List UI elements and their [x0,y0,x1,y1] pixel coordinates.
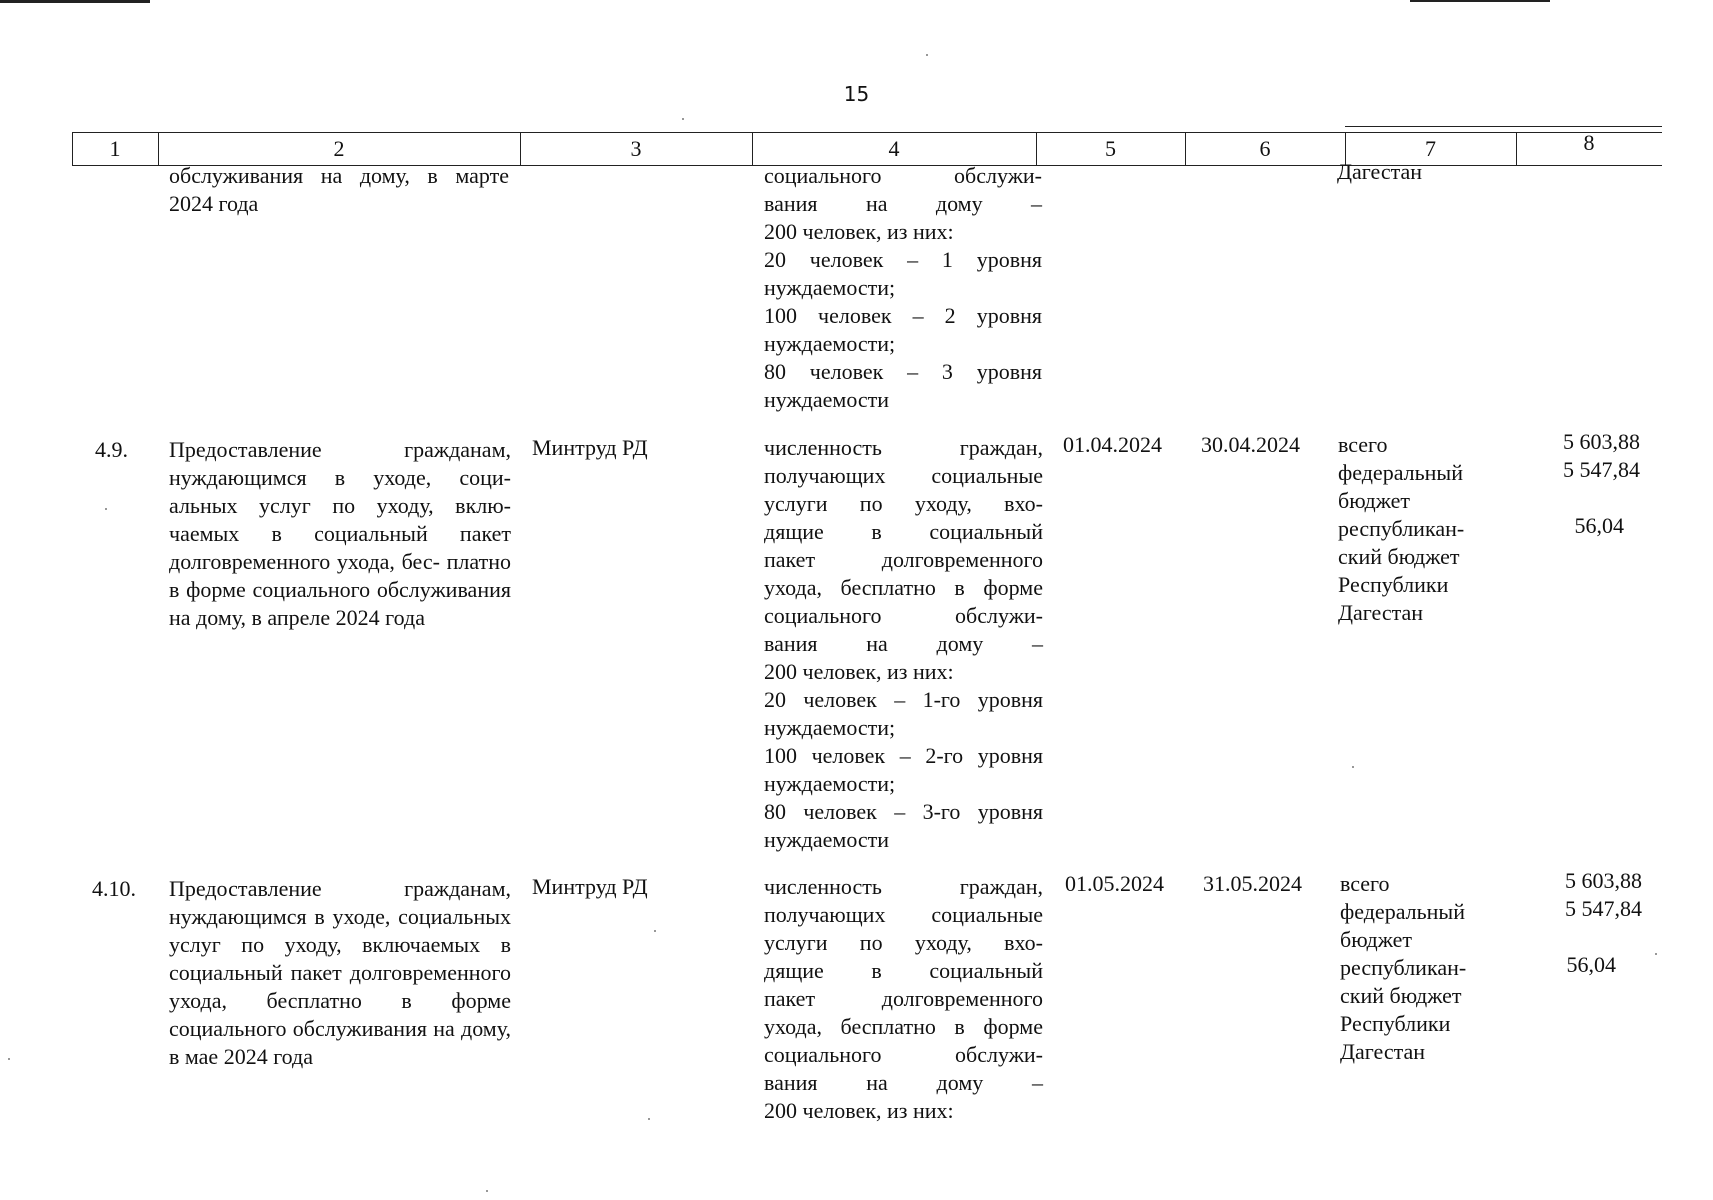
scan-speck [654,930,656,932]
indicator-line: 200 человек, из них: [764,219,954,244]
column-header: 8 [1583,130,1595,155]
row-indicator [764,873,1043,1125]
indicator-line: 20 человек – 1 уровня [764,247,1042,272]
indicator-line: нуждаемости; [764,275,896,300]
funding-source-line: республикан- [1338,516,1465,541]
indicator-line: получающих социальные [764,902,1043,927]
funding-source-line: федеральный [1340,899,1465,924]
scan-speck [926,54,928,56]
continuation-description: обслуживания на дому, в марте 2024 года [169,163,509,216]
indicator-line: услуги по уходу, вхо- [764,491,1043,516]
indicator-line: ухода, бесплатно в форме [764,1014,1043,1039]
indicator-line: ухода, бесплатно в форме [764,575,1043,600]
amount-value [1502,923,1642,951]
indicator-line: 80 человек – 3-го уровня [764,799,1043,824]
amount-value: 56,04 [1574,513,1624,538]
row-amounts [1502,867,1642,979]
indicator-line: нуждаемости; [764,331,896,356]
row-number: 4.10. [92,876,136,901]
row-end-date: 31.05.2024 [1203,871,1302,896]
indicator-line: нуждаемости; [764,771,896,796]
indicator-line: получающих социальные [764,463,1043,488]
continuation-indicator [764,162,1042,414]
funding-source-line: Дагестан [1340,1039,1426,1064]
funding-source-line: Республики [1340,1011,1451,1036]
indicator-line: нуждаемости [764,827,890,852]
column-header: 4 [888,136,900,161]
scan-speck [648,1118,650,1120]
row-funding-sources [1338,431,1508,627]
indicator-line: 20 человек – 1-го уровня [764,687,1043,712]
scan-edge-mark [1410,0,1550,2]
scan-speck [8,1058,10,1060]
indicator-line: 100 человек – 2-го уровня [764,743,1043,768]
indicator-line: 200 человек, из них: [764,1098,954,1123]
indicator-line: численность граждан, [764,435,1043,460]
indicator-line: социального обслужи- [764,1042,1043,1067]
column-header: 1 [109,136,121,161]
amount-value: 5 603,88 [1565,868,1642,893]
row-number: 4.9. [95,437,128,462]
column-header: 7 [1425,136,1436,161]
indicator-line: нуждаемости; [764,715,896,740]
funding-source-line: бюджет [1338,488,1410,513]
row-amounts [1500,428,1640,540]
column-header: 2 [333,136,345,161]
funding-source-line: всего [1338,432,1388,457]
column-header: 6 [1259,136,1271,161]
indicator-line: услуги по уходу, вхо- [764,930,1043,955]
indicator-line: вания на дому – [764,1070,1043,1095]
indicator-line: пакет долговременного [764,547,1043,572]
scan-speck [486,1190,488,1192]
funding-source-line: Дагестан [1338,600,1424,625]
indicator-line: 80 человек – 3 уровня [764,359,1042,384]
row-executor: Минтруд РД [532,874,648,899]
scan-speck [682,118,684,120]
scan-speck [105,508,107,510]
indicator-line: 100 человек – 2 уровня [764,303,1042,328]
amount-value: 5 547,84 [1565,896,1642,921]
indicator-line: дящие в социальный [764,958,1043,983]
indicator-line: дящие в социальный [764,519,1043,544]
continuation-source: Дагестан [1337,159,1423,184]
row-start-date: 01.05.2024 [1065,871,1164,896]
row-end-date: 30.04.2024 [1201,432,1300,457]
indicator-line: социального обслужи- [764,603,1043,628]
row-description: Предоставление гражданам, нуждающимся в уходе, соци- альных услуг по уходу, вклю- чаемых в социальный пакет долговременного ухода, бес- платно в форме социального обслуживания на дому, в апреле 2024 года [169,437,511,630]
indicator-line: социального обслужи- [764,163,1042,188]
scan-speck [1655,953,1657,955]
amount-value: 5 603,88 [1563,429,1640,454]
row-start-date: 01.04.2024 [1063,432,1162,457]
indicator-line: вания на дому – [764,631,1043,656]
indicator-line: 200 человек, из них: [764,659,954,684]
amount-value: 56,04 [1566,952,1616,977]
indicator-line: пакет долговременного [764,986,1043,1011]
indicator-line: численность граждан, [764,874,1043,899]
row-executor: Минтруд РД [532,435,648,460]
row-description: Предоставление гражданам, нуждающимся в уходе, социальных услуг по уходу, включаемых в социальный пакет долговременного ухода, бесплатно в форме социального обслуживания на дому, в мае 2024 года [169,876,511,1069]
scan-edge-mark [0,0,150,3]
funding-source-line: ский бюджет [1340,983,1462,1008]
funding-source-line: бюджет [1340,927,1412,952]
indicator-line: нуждаемости [764,387,890,412]
funding-source-line: республикан- [1340,955,1467,980]
amount-value: 5 547,84 [1563,457,1640,482]
row-indicator [764,434,1043,854]
indicator-line: вания на дому – [764,191,1042,216]
column-header: 3 [630,136,642,161]
funding-source-line: ский бюджет [1338,544,1460,569]
amount-value [1500,484,1640,512]
scan-speck [1352,766,1354,768]
row-funding-sources [1340,870,1510,1066]
column-header: 5 [1105,136,1116,161]
funding-source-line: федеральный [1338,460,1463,485]
funding-source-line: Республики [1338,572,1449,597]
funding-source-line: всего [1340,871,1390,896]
page-number: 15 [843,82,870,106]
